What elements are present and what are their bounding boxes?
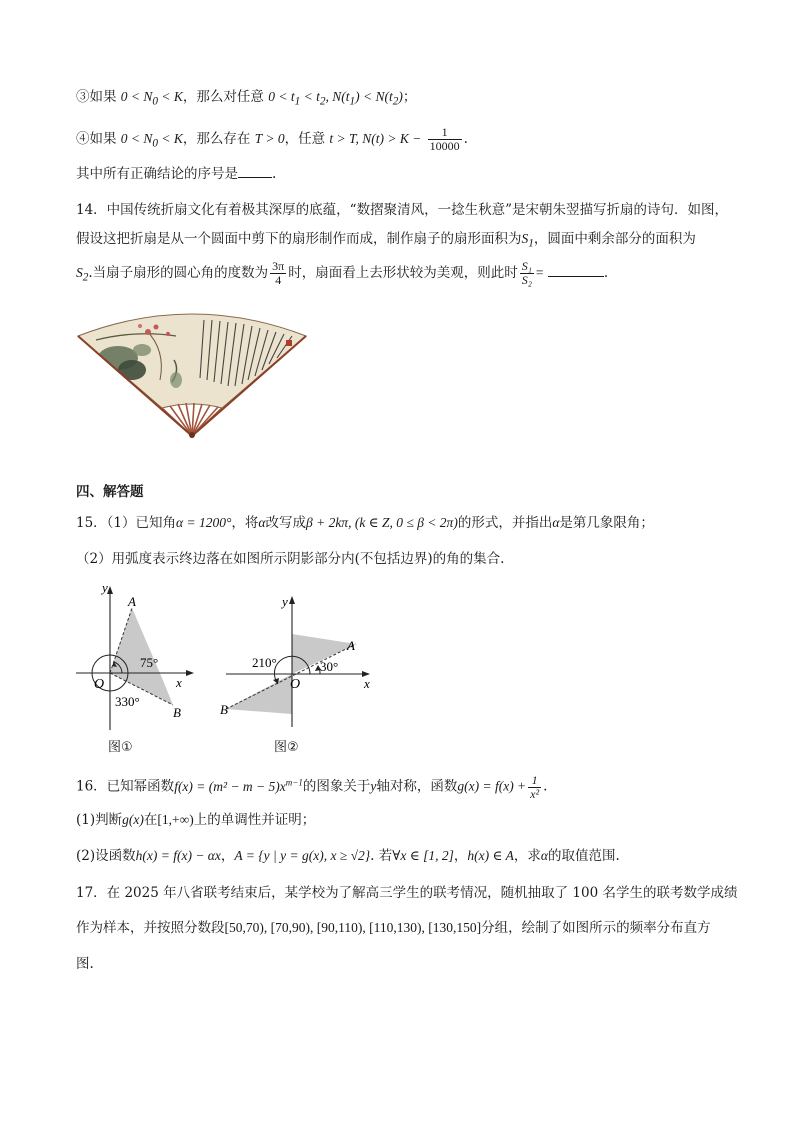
question-text: 在 — [143, 812, 158, 828]
angle-label-30: 30° — [320, 659, 339, 674]
figure-2 — [216, 592, 386, 732]
angle-label-75: 75° — [140, 655, 159, 670]
math-alpha: α — [258, 515, 266, 530]
math-alpha: α — [552, 515, 560, 530]
question-text: 的形式，并指出 — [457, 515, 553, 531]
q14-line-2 — [76, 228, 734, 255]
question-text: 其中所有正确结论的序号是 — [76, 166, 238, 182]
question-text: 上的单调性并证明； — [193, 812, 316, 828]
question-text: 是第几象限角； — [559, 515, 654, 531]
q14-line-1: 14．中国传统折扇文化有着极其深厚的底蕴，“数摺聚清风，一捻生秋意”是宋朝朱翌描写折扇的诗句．如图， — [76, 202, 728, 218]
question-text: . — [272, 166, 277, 182]
fraction-g: $\frac{1}{\text{x²}}$ — [530, 772, 540, 801]
question-text: (1)判断 — [76, 812, 123, 828]
math-y: y — [370, 778, 377, 794]
item-marker: ④ — [76, 131, 90, 147]
q16-part-1 — [76, 809, 734, 831]
question-text: (2)设函数 — [76, 848, 136, 864]
fraction-angle: $\frac{3\pi}{4}$ — [272, 259, 285, 287]
question-text: . — [543, 778, 548, 795]
math-alpha: α — [540, 848, 548, 863]
math-s2: $S_2$ — [76, 265, 89, 284]
math-cond: $0 < N_0 < K$ — [120, 131, 183, 150]
q16-line-1 — [76, 771, 734, 801]
question-text: 假设这把折扇是从一个圆面中剪下的扇形制作而成，制作扇子的扇形面积为 — [76, 231, 522, 247]
question-text: 16．已知幂函数 — [76, 778, 175, 795]
question-text: . — [603, 265, 609, 281]
question-text: 的图象关于 — [302, 778, 371, 795]
label-x: x — [176, 675, 182, 690]
fraction: $\frac{1}{10000}$ — [429, 125, 460, 153]
label-y: y — [102, 580, 108, 595]
math-g: g(x) — [122, 812, 144, 827]
item-3 — [76, 86, 734, 113]
q14-line-3 — [76, 260, 734, 289]
label-x: x — [364, 676, 370, 691]
label-origin: O — [94, 677, 105, 692]
item-4 — [76, 126, 734, 155]
question-text: 时，扇面看上去形状较为美观，则此时 — [288, 265, 518, 281]
label-a: A — [128, 594, 136, 609]
item-text: ，任意 — [284, 131, 326, 147]
item-text: ，那么存在 — [182, 131, 251, 147]
math-gx: g(x) = f(x) + — [457, 778, 527, 794]
folding-fan-image — [76, 300, 308, 442]
math-t-cond2: t > T, N(t) > K − — [329, 131, 422, 146]
question-text: 分组，绘制了如图所示的频率分布直方 — [481, 920, 711, 936]
math-s1: $S_1$ — [521, 231, 534, 250]
item-text: ； — [402, 89, 417, 105]
label-a: A — [347, 638, 355, 653]
item-text: 如果 — [89, 89, 117, 105]
question-text: ， — [220, 848, 235, 864]
question-text: .当扇子扇形的圆心角的度数为 — [88, 265, 269, 281]
question-text: 改写成 — [265, 515, 306, 531]
math-intervals: [50,70), [70,90), [90,110), [110,130), [130,150] — [224, 920, 482, 935]
label-y: y — [282, 594, 288, 609]
label-b: B — [173, 705, 181, 720]
figure-2-caption: 图② — [274, 740, 299, 755]
q15-line-2: （2）用弧度表示终边落在如图所示阴影部分内(不包括边界)的角的集合. — [76, 551, 505, 567]
label-b: B — [220, 702, 228, 717]
question-text: 作为样本，并按照分数段 — [76, 920, 225, 936]
q16-part-2 — [76, 845, 734, 867]
question-text: ， — [453, 848, 468, 864]
math-set-a: A = {y | y = g(x), x ≥ √2} — [234, 848, 371, 863]
section-heading: 四、解答题 — [76, 484, 144, 500]
question-text: 15．（1）已知角 — [76, 515, 177, 531]
item-text: ，那么对任意 — [182, 89, 264, 105]
answer-blank[interactable] — [238, 177, 272, 178]
answer-blank[interactable] — [548, 276, 604, 277]
fraction-ratio: $\frac{\text{S₁}}{\text{S₂}}$ — [521, 259, 532, 287]
question-text: 的取值范围. — [547, 848, 620, 864]
item-text: 如果 — [89, 131, 117, 147]
math-interval: [1,+∞) — [157, 812, 194, 827]
question-text: ，求 — [513, 848, 541, 864]
math-t-cond: T > 0 — [254, 131, 285, 146]
question-text: . 若 — [370, 848, 393, 864]
q13-answer-line — [76, 163, 734, 185]
figure-1 — [72, 580, 202, 755]
question-text: ，圆面中剩余部分的面积为 — [533, 231, 696, 247]
math-cond2: $0 < t_1 < t_2$, $N(t_1) < N(t_2)$ — [268, 89, 403, 108]
figure-1-caption: 图① — [108, 740, 133, 755]
angle-label-210: 210° — [252, 655, 277, 670]
q15-line-1 — [76, 512, 734, 534]
math-h: h(x) = f(x) − αx — [135, 848, 221, 863]
question-text: ，将 — [231, 515, 259, 531]
item-marker: ③ — [76, 89, 90, 105]
math-fx: $f(x) = (m^2 - m - 5)x^{m-1}$ — [174, 777, 303, 794]
q17-line-2 — [76, 917, 734, 939]
math-forall: ∀x ∈ [1, 2] — [392, 848, 454, 863]
question-text: 轴对称，函数 — [376, 778, 458, 795]
q17-line-3: 图. — [76, 956, 94, 972]
math-form: β + 2kπ, (k ∈ Z, 0 ≤ β < 2π) — [305, 515, 458, 530]
label-origin: O — [290, 677, 301, 692]
equals-sign: = — [535, 265, 544, 280]
item-text: . — [463, 131, 468, 147]
angle-label-330: 330° — [115, 694, 140, 709]
math-cond: $0 < N_0 < K$ — [120, 89, 183, 108]
math-alpha: α = 1200° — [176, 515, 232, 530]
shaded-region-lower — [226, 674, 292, 714]
math-h-in-a: h(x) ∈ A — [467, 848, 514, 863]
q17-line-1: 17．在 2025 年八省联考结束后，某学校为了解高三学生的联考情况，随机抽取了 100 名学生的联考数学成绩 — [76, 885, 738, 901]
